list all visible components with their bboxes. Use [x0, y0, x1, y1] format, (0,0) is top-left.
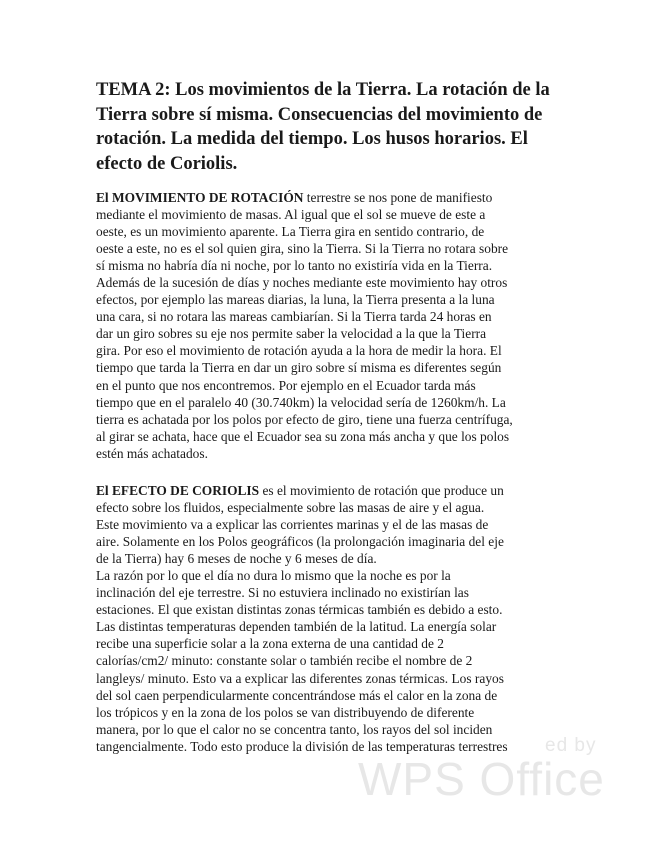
paragraph-line — [96, 516, 570, 533]
line-text: Este movimiento va a explicar las corrientes marinas y el de las masas de — [96, 517, 489, 533]
line-text: aire. Solamente en los Polos geográficos (la prolongación imaginaria del eje — [96, 534, 504, 550]
paragraph-coriolis — [96, 482, 570, 755]
paragraph-line — [96, 308, 570, 325]
paragraph-rotacion — [96, 189, 570, 462]
paragraph-line — [96, 635, 570, 652]
paragraph-line — [96, 257, 570, 274]
paragraph-line — [96, 342, 570, 359]
line-text: mediante el movimiento de masas. Al igual que el sol se mueve de este a — [96, 207, 486, 223]
line-text: langleys/ minuto. Esto va a explicar las diferentes zonas térmicas. Los rayos — [96, 670, 504, 686]
line-text: Además de la sucesión de días y noches mediante este movimiento hay otros — [96, 275, 508, 291]
paragraph-line — [96, 721, 570, 738]
paragraph-line — [96, 445, 570, 462]
paragraph-line — [96, 189, 570, 206]
line-text: es el movimiento de rotación que produce un — [259, 483, 504, 498]
paragraph-line — [96, 618, 570, 635]
line-text: tierra es achatada por los polos por efecto de giro, tiene una fuerza centrífuga, — [96, 411, 513, 427]
watermark-small-text: ed by — [545, 735, 597, 756]
paragraph-line — [96, 377, 570, 394]
line-text: estaciones. El que existan distintas zonas térmicas también es debido a esto. — [96, 602, 503, 618]
paragraph-line — [96, 601, 570, 618]
paragraph-lead: El MOVIMIENTO DE ROTACIÓN — [96, 190, 304, 205]
line-text: tiempo que tarda la Tierra en dar un giro sobre sí misma es diferentes según — [96, 360, 502, 376]
line-text: La razón por lo que el día no dura lo mismo que la noche es por la — [96, 568, 451, 584]
line-text: inclinación del eje terrestre. Si no estuviera inclinado no existirían las — [96, 585, 469, 601]
paragraph-line — [96, 670, 570, 687]
paragraph-line — [96, 359, 570, 376]
line-text: efecto sobre los fluidos, especialmente sobre las masas de aire y el agua. — [96, 500, 485, 516]
line-text: manera, por lo que el calor no se concentra tanto, los rayos del sol inciden — [96, 721, 493, 737]
paragraph-line — [96, 533, 570, 550]
watermark-logo-text: WPS Office — [358, 753, 605, 805]
paragraph-line — [96, 687, 570, 704]
paragraph-line — [96, 499, 570, 516]
paragraph-line — [96, 704, 570, 721]
paragraph-lead: El EFECTO DE CORIOLIS — [96, 483, 260, 498]
line-text: sí misma no habría día ni noche, por lo tanto no existiría vida en la Tierra. — [96, 258, 493, 274]
line-text: dar un giro sobres su eje nos permite saber la velocidad a la que la Tierra — [96, 326, 487, 342]
paragraph-line — [96, 291, 570, 308]
line-text: en el punto que nos encontremos. Por ejemplo en el Ecuador tarda más — [96, 377, 476, 393]
paragraph-line — [96, 738, 570, 755]
line-text: Las distintas temperaturas dependen también de la latitud. La energía solar — [96, 619, 497, 635]
line-text: gira. Por eso el movimiento de rotación ayuda a la hora de medir la hora. El — [96, 343, 502, 359]
line-text: del sol caen perpendicularmente concentrándose más el calor en la zona de — [96, 687, 498, 703]
line-text: tangencialmente. Todo esto produce la división de las temperaturas terrestres — [96, 738, 508, 754]
line-text: efectos, por ejemplo las mareas diarias, la luna, la Tierra presenta a la luna — [96, 292, 495, 308]
paragraph-line — [96, 325, 570, 342]
paragraph-line — [96, 240, 570, 257]
paragraph-line — [96, 428, 570, 445]
line-text: una cara, si no rotara las mareas cambiarían. Si la Tierra tarda 24 horas en — [96, 309, 492, 325]
paragraph-line — [96, 550, 570, 567]
line-text: estén más achatados. — [96, 445, 208, 461]
document-title: TEMA 2: Los movimientos de la Tierra. La rotación de la Tierra sobre sí misma. Consecuencias del movimiento de rotación. La medida del tiempo. Los husos horarios. El efecto de Coriolis. — [96, 80, 550, 174]
paragraph-line — [96, 274, 570, 291]
line-text: los trópicos y en la zona de los polos se van distribuyendo de diferente — [96, 704, 475, 720]
paragraph-line — [96, 652, 570, 669]
paragraph-line — [96, 411, 570, 428]
line-text: terrestre se nos pone de manifiesto — [303, 190, 493, 205]
paragraph-line — [96, 567, 570, 584]
line-text: calorías/cm2/ minuto: constante solar o también recibe el nombre de 2 — [96, 653, 473, 669]
line-text: recibe una superficie solar a la zona externa de una cantidad de 2 — [96, 636, 444, 652]
line-text: oeste, es un movimiento aparente. La Tierra gira en sentido contrario, de — [96, 224, 485, 240]
line-text: tiempo que en el paralelo 40 (30.740km) la velocidad sería de 1260km/h. La — [96, 394, 506, 410]
paragraph-line — [96, 394, 570, 411]
paragraph-line — [96, 584, 570, 601]
paragraph-line — [96, 482, 570, 499]
line-text: de la Tierra) hay 6 meses de noche y 6 meses de día. — [96, 551, 377, 567]
line-text: al girar se achata, hace que el Ecuador sea su zona más ancha y que los polos — [96, 428, 510, 444]
paragraph-line — [96, 223, 570, 240]
line-text: oeste a este, no es el sol quien gira, sino la Tierra. Si la Tierra no rotara sobre — [96, 241, 509, 257]
paragraph-line — [96, 206, 570, 223]
